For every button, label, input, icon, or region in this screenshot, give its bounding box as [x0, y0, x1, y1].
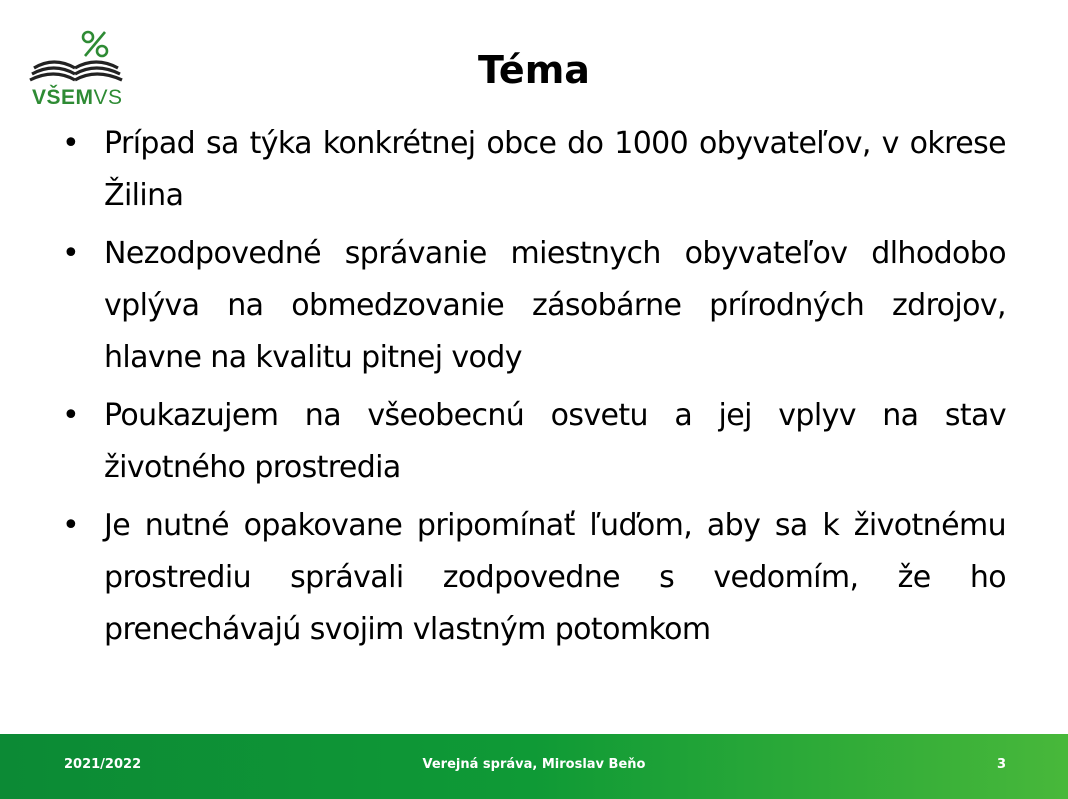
slide-number: 3	[996, 757, 1006, 772]
bullet-item: • Prípad sa týka konkrétnej obce do 1000 obyvateľov, v okrese Žilina	[62, 118, 1006, 222]
bullet-item: • Nezodpovedné správanie miestnych obyvateľov dlhodobo vplýva na obmedzovanie zásobárne prírodných zdrojov, hlavne na kvalitu pitnej vody	[62, 228, 1006, 384]
bullet-item: • Poukazujem na všeobecnú osvetu a jej vplyv na stav životného prostredia	[62, 390, 1006, 494]
logo-brand-light: VS	[93, 86, 123, 109]
bullet-list	[62, 118, 1006, 662]
footer-year: 2021/2022	[64, 757, 142, 772]
footer-bar	[0, 734, 1068, 799]
bullet-item: • Je nutné opakovane pripomínať ľuďom, aby sa k životnému prostrediu správali zodpovedne s vedomím, že ho prenechávajú svojim vlastným potomkom	[62, 500, 1006, 656]
slide-title: Téma	[478, 48, 590, 92]
logo-brand-bold: VŠEM	[32, 86, 94, 109]
footer-course-author: Verejná správa, Miroslav Beňo	[422, 757, 646, 772]
